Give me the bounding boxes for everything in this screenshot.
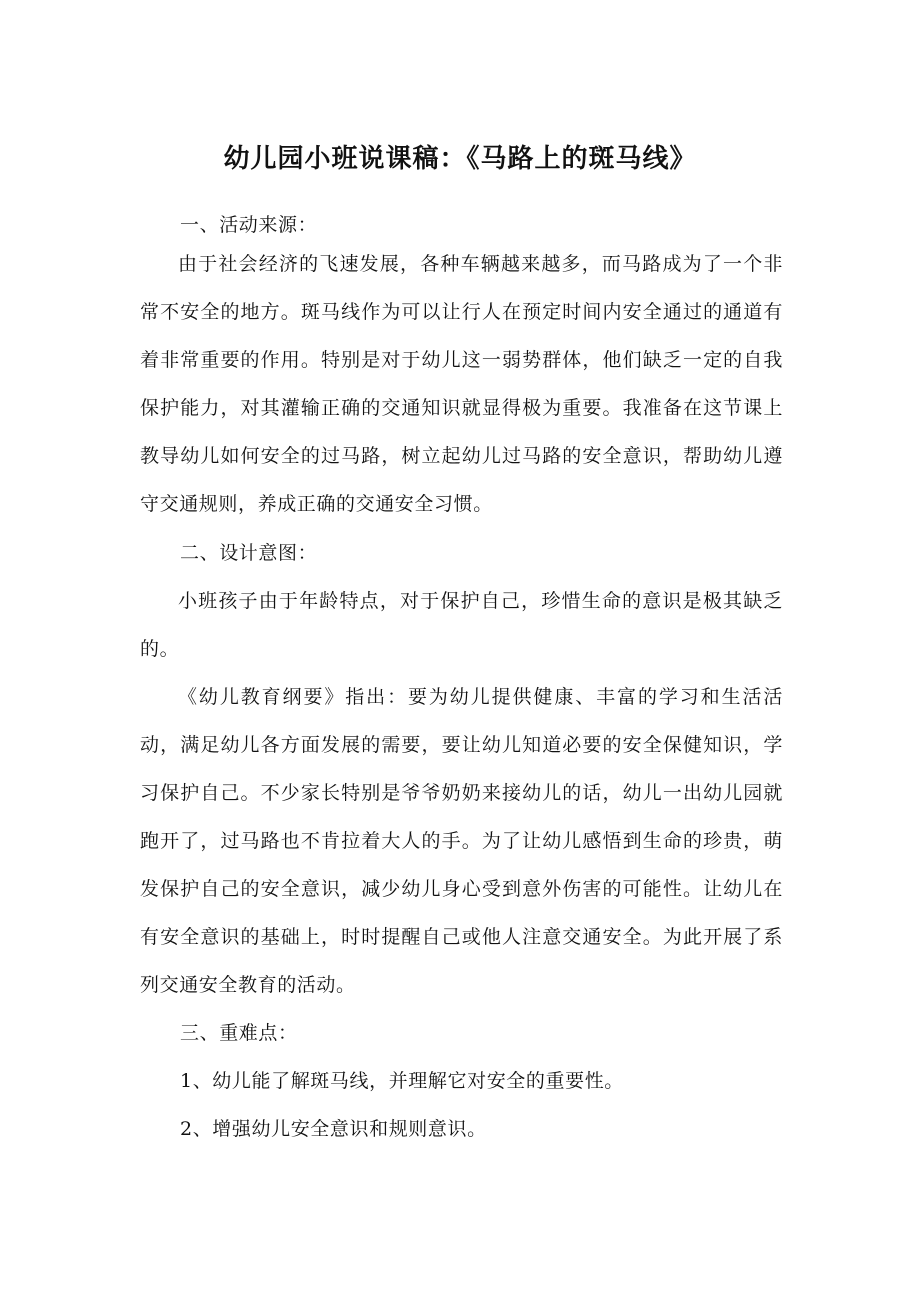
section-heading-activity-source: 一、活动来源： [180,214,318,236]
key-point-2: 2、增强幼儿安全意识和规则意识。 [180,1118,487,1140]
key-point-1: 1、幼儿能了解斑马线，并理解它对安全的重要性。 [180,1070,624,1092]
paragraph-design-intent-2: 《幼儿教育纲要》指出：要为幼儿提供健康、丰富的学习和生活活动，满足幼儿各方面发展的需要，要让幼儿知道必要的安全保健知识，学习保护自己。不少家长特别是爷爷奶奶来接幼儿的话，幼儿一出幼儿园就跑开了，过马路也不肯拉着大人的手。为了让幼儿感悟到生命的珍贵，萌发保护自己的安全意识，减少幼儿身心受到意外伤害的可能性。让幼儿在有安全意识的基础上，时时提醒自己或他人注意交通安全。为此开展了系列交通安全教育的活动。 [140,686,783,996]
document-title: 幼儿园小班说课稿：《马路上的斑马线》 [223,144,697,174]
paragraph-activity-source: 由于社会经济的飞速发展，各种车辆越来越多，而马路成为了一个非常不安全的地方。斑马线作为可以让行人在预定时间内安全通过的通道有着非常重要的作用。特别是对于幼儿这一弱势群体，他们缺乏一定的自我保护能力，对其灌输正确的交通知识就显得极为重要。我准备在这节课上教导幼儿如何安全的过马路，树立起幼儿过马路的安全意识，帮助幼儿遵守交通规则，养成正确的交通安全习惯。 [140,253,783,515]
section-heading-design-intent: 二、设计意图： [180,542,318,564]
paragraph-design-intent-1: 小班孩子由于年龄特点，对于保护自己，珍惜生命的意识是极其缺乏的。 [140,590,783,660]
section-heading-key-points: 三、重难点： [180,1022,298,1044]
